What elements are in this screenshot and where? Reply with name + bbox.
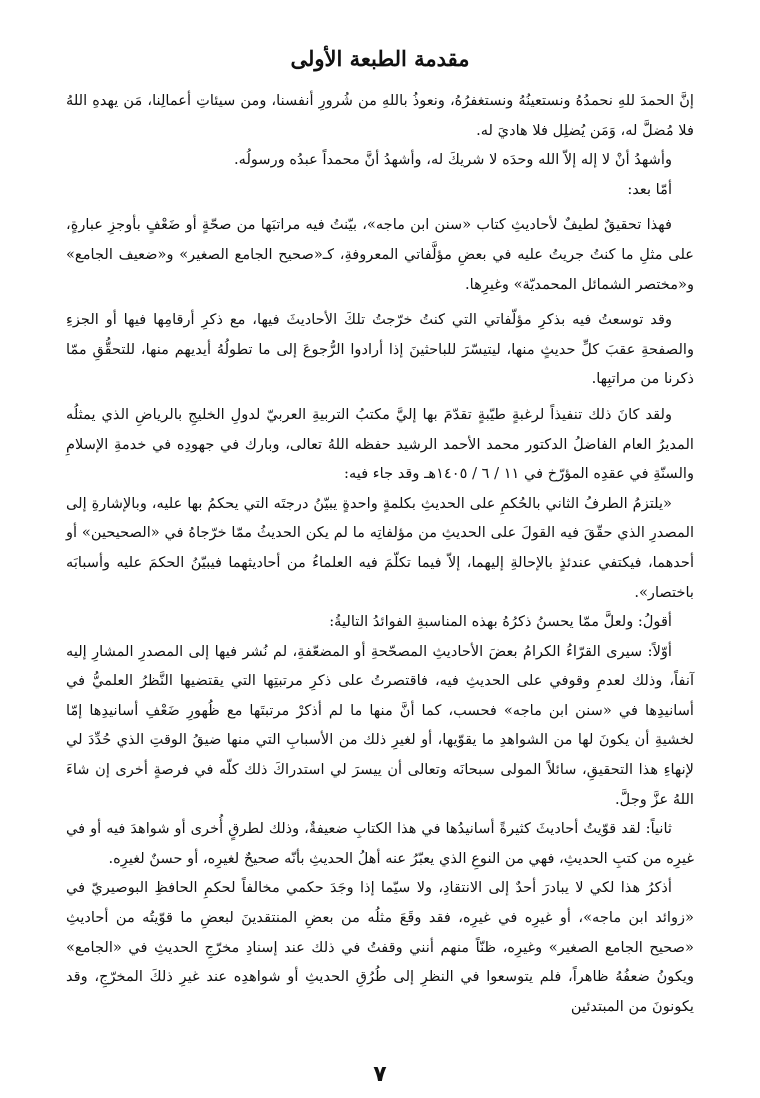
paragraph-first-note: أوّلاً: سيرى القرّاءُ الكرامُ بعضَ الأحاديثِ المصحّحةِ أو المضعّفةِ، لم نُشر فيها إلى المصدرِ المشارِ إليه آنفاً، وذلك لعدمِ وقوفي على الحديثِ فيه، فاقتصرتُ على ذكرِ مرتبتِها التي يقتضيها النَّظرُ العلميُّ في أسانيدِها في «سنن ابن ماجه» فحسب، كما أنَّ منها ما لم أذكرْ مرتبتَها مع ظُهورِ ضَعْفِ أسانيدِها إمّا لخشيةِ أن يكونَ لها من الشواهدِ ما يقوّيها، أو لغيرِ ذلك من الأسبابِ التي منها ضيقُ الوقتِ الذي حُدِّدَ لي لإنهاءِ هذا التحقيقِ، سائلاً المولى سبحانَه وتعالى أن ييسرَ لي استدراكَ ذلك كلّه في فرصةٍ أخرى إن شاءَ اللهُ عزَّ وجلَّ. xyxy=(66,642,694,808)
paragraph-shahada: وأشهدُ أنْ لا إله إلاّ الله وحدَه لا شريكَ له، وأشهدُ أنَّ محمداً عبدُه ورسولُه. xyxy=(233,151,672,169)
page-body xyxy=(66,44,694,1098)
page-title: مقدمة الطبعة الأولى xyxy=(290,46,470,71)
paragraph-second-note: ثانياً: لقد قوّيتُ أحاديثَ كثيرةً أسانيدُها في هذا الكتابِ ضعيفةٌ، وذلك لطرقٍ أُخرى أو شواهدَ فيه أو في غيرِه من كتبِ الحديثِ، فهي من النوعِ الذي يعبّرُ عنه أهلُ الحديثِ بأنّه صحيحٌ لغيرِه، أو حسنٌ لغيرِه. xyxy=(66,820,694,867)
paragraph-expansion: وقد توسعتُ فيه بذكرِ مؤلّفاتي التي كنتُ خرّجتُ تلكَ الأحاديثَ فيها، مع ذكرِ أرقامِها فيها أو الجزءِ والصفحةِ عقبَ كلِّ حديثٍ منها، ليتيسّرَ للباحثينَ إذا أرادوا الرُّجوعَ إلى ما تطولُهُ أيديهم منها، للتحقُّقِ ممّا ذكرنا من مراتبِها. xyxy=(66,311,694,388)
paragraph-mention: أذكرُ هذا لكي لا يبادرَ أحدٌ إلى الانتقادِ، ولا سيّما إذا وجَدَ حكمي مخالفاً لحكمِ الحافظِ البوصيريّ في «زوائد ابن ماجه»، أو غيرِه في غيرِه، فقد وقَعَ مثلُه من بعضِ المنتقدينَ لبعضِ ما قوّيتُه من أحاديثِ «صحيح الجامع الصغير» وغيرِه، ظنّاً منهم أنني وقفتُ في ذلك عند إسنادِ مخرّجِ الحديثِ في «الجامع» ويكونُ ضعفُهُ ظاهراً، فلم يتوسعوا في النظرِ إلى طُرُقِ الحديثِ أو شواهدِه عند غيرِ ذلكَ المخرّجِ، وقد يكونونَ من المبتدئين xyxy=(66,879,694,1015)
paragraph-aqulu: أقولُ: ولعلَّ ممّا يحسنُ ذكرُهُ بهذه المناسبةِ الفوائدُ التاليةُ: xyxy=(329,613,672,631)
paragraph-amma-bad: أمّا بعد: xyxy=(627,180,672,198)
paragraph-contract: ولقد كانَ ذلك تنفيذاً لرغبةٍ طيّبةٍ تقدّمَ بها إليَّ مكتبُ التربيةِ العربيّ لدولِ الخليجِ بالرياضِ الذي يمثلُه المديرُ العام الفاضلُ الدكتور محمد الأحمد الرشيد حفظه اللهُ تعالى، وبارك في جهودِه في خدمةِ الإسلامِ والسنّةِ في عقدِه المؤرّخ في ١١ / ٦ / ١٤٠٥هـ وقد جاء فيه: xyxy=(66,405,694,483)
page-number: ٧ xyxy=(373,1062,387,1087)
paragraph-opening: إنَّ الحمدَ للهِ نحمدُهُ ونستعينُهُ ونستغفرُهُ، ونعوذُ باللهِ من شُرورِ أنفسنا، ومن سيئاتِ أعمالِنا، مَن يهدهِ اللهُ فلا مُضلَّ له، وَمَن يُضلِل فلا هاديَ له. xyxy=(66,92,694,139)
paragraph-intro: فهذا تحقيقٌ لطيفٌ لأحاديثِ كتاب «سنن ابن ماجه»، بيّنتُ فيه مراتبَها من صحّةٍ أو ضَعْفٍ بأوجزِ عبارةٍ، على مثلِ ما كنتُ جريتُ عليه في بعضِ مؤلَّفاتي المعروفةِ، كـ«صحيح الجامع الصغير» و«ضعيف الجامع» و«مختصر الشمائل المحمديّة» وغيرِها. xyxy=(66,216,694,293)
paragraph-quote: «يلتزمُ الطرفُ الثاني بالحُكمِ على الحديثِ بكلمةٍ واحدةٍ يبيّنُ درجتَه التي يحكمُ بها عليه، وبالإشارةِ إلى المصدرِ الذي حقّقَ فيه القولَ على الحديثِ من مؤلفاتِه ما لم يكن الحديثُ ممّا خرّجاهُ في «الصحيحين» أو أحدهما، فيكتفي عندئذٍ بالإحالةِ إليهما، إلاّ فيما تكلّمَ فيه العلماءُ من أحاديثهما فيبيّنُ الحكمَ عليه وأسبابَه باختصار». xyxy=(66,494,694,601)
